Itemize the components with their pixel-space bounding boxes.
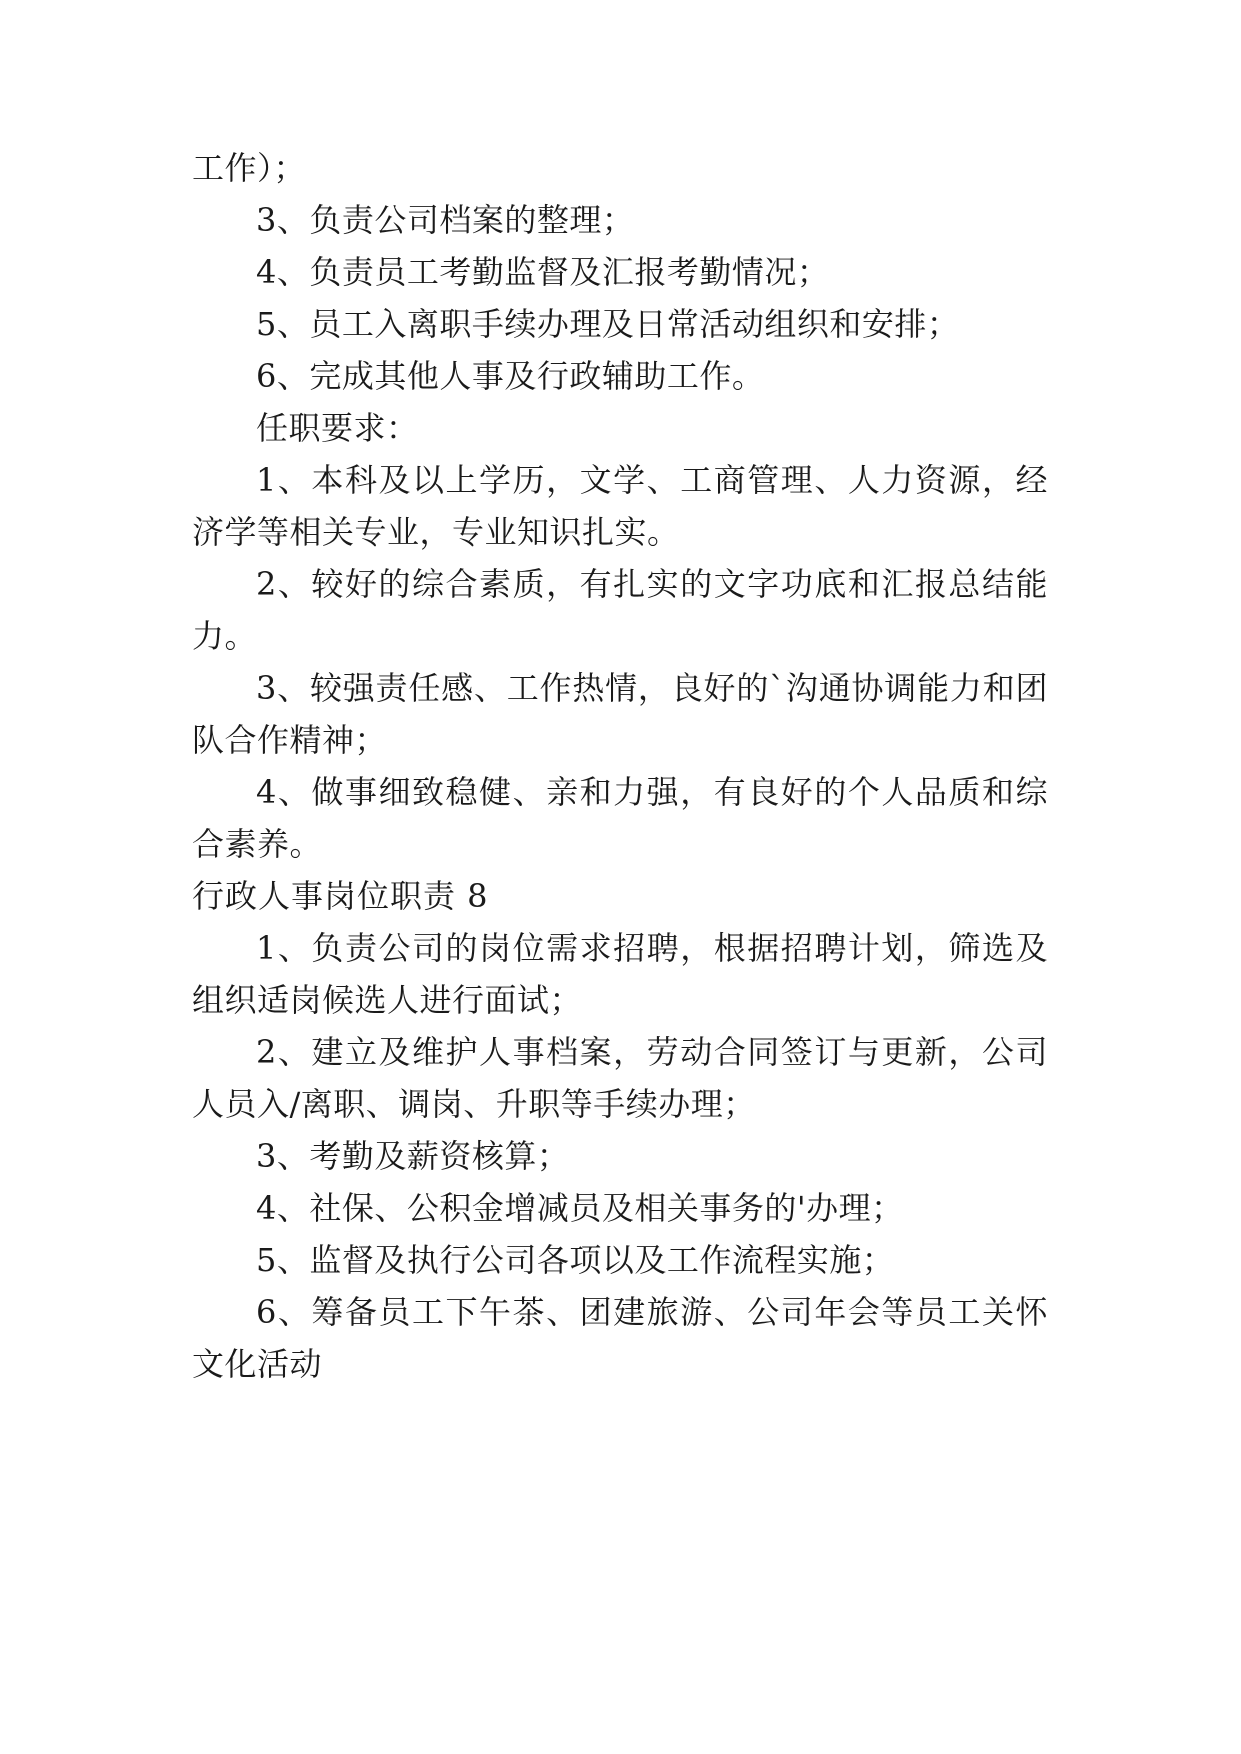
list-item-continuation: 济学等相关专业，专业知识扎实。 [192,513,680,551]
list-item: 5、监督及执行公司各项以及工作流程实施； [256,1241,895,1279]
list-item-line: 1、负责公司的岗位需求招聘，根据招聘计划，筛选及 [256,929,1048,967]
requirements-heading: 任职要求： [256,409,419,447]
list-item-line: 2、建立及维护人事档案，劳动合同签订与更新，公司 [256,1033,1048,1071]
list-item [256,1292,1048,1332]
list-item [256,564,1048,604]
section-title: 行政人事岗位职责 8 [192,877,489,915]
list-item: 4、社保、公积金增减员及相关事务的'办理； [256,1189,904,1227]
list-item [256,772,1048,812]
list-item-continuation: 力。 [192,617,258,655]
list-item-line: 1、本科及以上学历，文学、工商管理、人力资源，经 [256,461,1048,499]
list-item-continuation: 组织适岗候选人进行面试； [192,981,583,1019]
paragraph-continuation: 工作）； [192,149,307,187]
list-item: 5、员工入离职手续办理及日常活动组织和安排； [256,305,960,343]
list-item-line: 3、较强责任感、工作热情，良好的`沟通协调能力和团 [256,669,1048,707]
list-item-line: 2、较好的综合素质，有扎实的文字功底和汇报总结能 [256,565,1048,603]
list-item-line: 6、筹备员工下午茶、团建旅游、公司年会等员工关怀 [256,1293,1048,1331]
list-item [256,1032,1048,1072]
list-item-continuation: 文化活动 [192,1345,323,1383]
list-item-continuation: 合素养。 [192,825,323,863]
list-item [256,928,1048,968]
list-item: 4、负责员工考勤监督及汇报考勤情况； [256,253,830,291]
list-item [256,668,1048,708]
list-item: 3、负责公司档案的整理； [256,201,635,239]
list-item [256,460,1048,500]
list-item: 3、考勤及薪资核算； [256,1137,570,1175]
list-item-continuation: 队合作精神； [192,721,388,759]
list-item-line: 4、做事细致稳健、亲和力强，有良好的个人品质和综 [256,773,1048,811]
list-item-continuation: 人员入/离职、调岗、升职等手续办理； [192,1085,756,1123]
list-item: 6、完成其他人事及行政辅助工作。 [256,357,765,395]
